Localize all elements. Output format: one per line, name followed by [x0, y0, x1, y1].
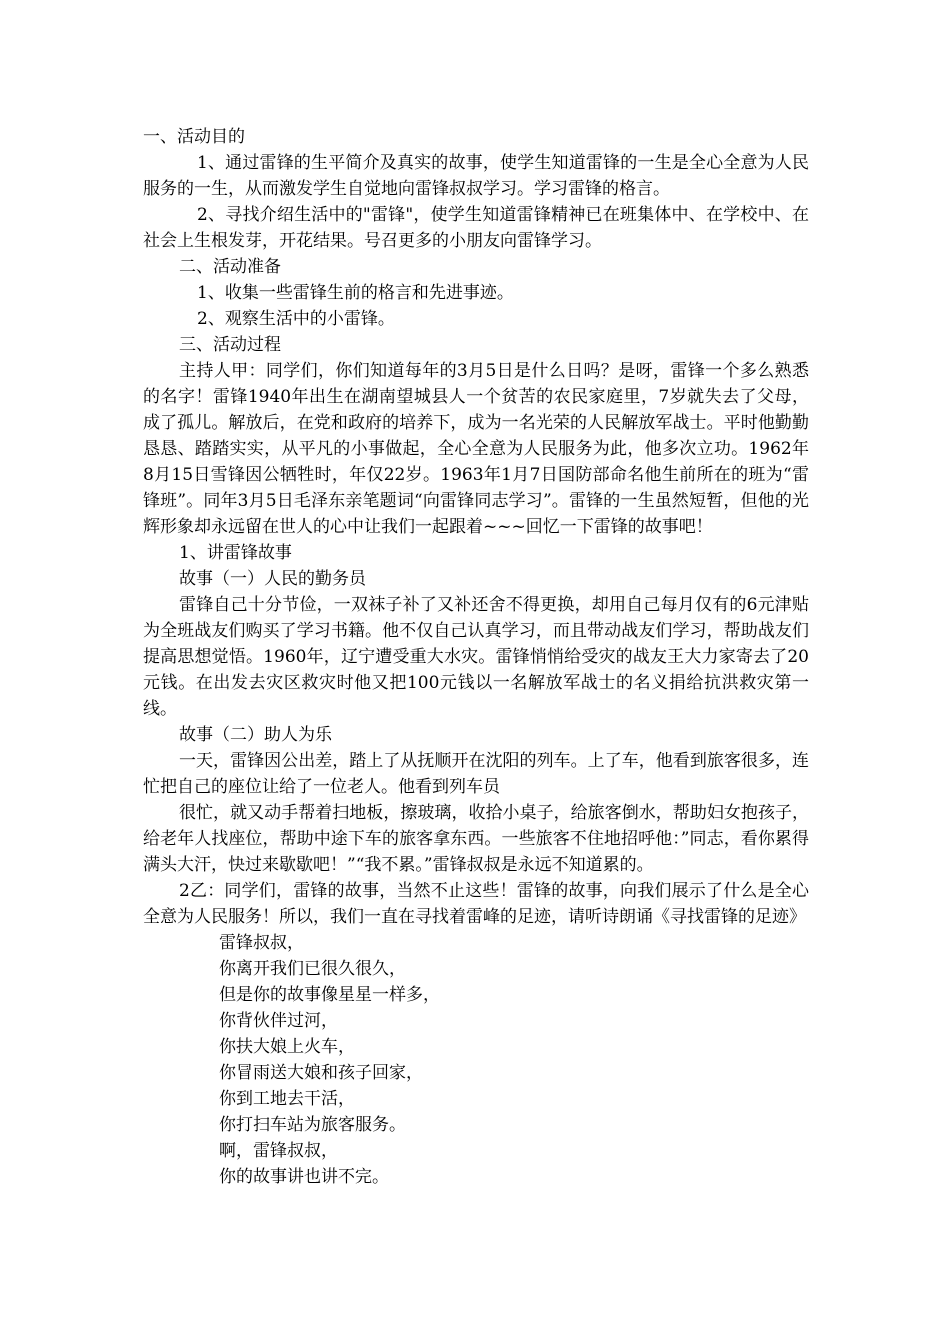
story-1-text: 雷锋自己十分节俭，一双袜子补了又补还舍不得更换，却用自己每月仅有的6元津贴为全班战友们购买了学习书籍。他不仅自己认真学习，而且带动战友们学习，帮助战友们提高思想觉悟。1960年，辽宁遭受重大水灾。雷锋悄悄给受灾的战友王大力家寄去了20元钱。在出发去灾区救灾时他又把100元钱以一名解放军战士的名义捐给抗洪救灾第一线。: [143, 595, 809, 719]
poem-line: 你冒雨送大娘和孩子回家，: [219, 1063, 423, 1083]
poem-line: 你打扫车站为旅客服务。: [219, 1115, 406, 1135]
step-heading-stories: 1、讲雷锋故事: [179, 543, 292, 563]
poem-line: 你到工地去干活，: [219, 1089, 355, 1109]
section-heading-process: 三、活动过程: [179, 335, 281, 355]
goal-item-1: 1、通过雷锋的生平简介及真实的故事，使学生知道雷锋的一生是全心全意为人民服务的一生，从而激发学生自觉地向雷锋叔叔学习。学习雷锋的格言。: [143, 153, 809, 199]
story-2-title: 故事（二）助人为乐: [179, 725, 332, 745]
section-heading-goals: 一、活动目的: [143, 127, 245, 147]
poem-line: 你背伙伴过河，: [219, 1011, 338, 1031]
host-b-intro: 2乙：同学们，雷锋的故事，当然不止这些！雷锋的故事，向我们展示了什么是全心全意为人民服务！所以，我们一直在寻找着雷峰的足迹，请听诗朗诵《寻找雷锋的足迹》: [143, 881, 809, 927]
prep-item-1: 1、收集一些雷锋生前的格言和先进事迹。: [197, 283, 514, 303]
poem-line: 你的故事讲也讲不完。: [219, 1167, 389, 1187]
goal-item-2: 2、寻找介绍生活中的"雷锋"，使学生知道雷锋精神已在班集体中、在学校中、在社会上生根发芽，开花结果。号召更多的小朋友向雷锋学习。: [143, 205, 809, 251]
poem-line: 但是你的故事像星星一样多，: [219, 985, 440, 1005]
story-1-title: 故事（一）人民的勤务员: [179, 569, 366, 589]
section-heading-preparation: 二、活动准备: [179, 257, 281, 277]
poem-line: 你扶大娘上火车，: [219, 1037, 355, 1057]
prep-item-2: 2、观察生活中的小雷锋。: [197, 309, 395, 329]
document-body: [143, 124, 809, 1190]
poem-line: 啊，雷锋叔叔，: [219, 1141, 338, 1161]
poem-line: 雷锋叔叔，: [219, 933, 304, 953]
story-2-text-part-2: 很忙，就又动手帮着扫地板，擦玻璃，收拾小桌子，给旅客倒水，帮助妇女抱孩子，给老年人找座位，帮助中途下车的旅客拿东西。一些旅客不住地招呼他：”同志，看你累得满头大汗，快过来歇歇吧！”“我不累。”雷锋叔叔是永远不知道累的。: [143, 803, 809, 875]
poem: [143, 930, 809, 1190]
poem-line: 你离开我们已很久很久，: [219, 959, 406, 979]
story-2-text-part-1: 一天，雷锋因公出差，踏上了从抚顺开在沈阳的列车。上了车，他看到旅客很多，连忙把自己的座位让给了一位老人。他看到列车员: [143, 751, 809, 797]
host-a-intro: 主持人甲：同学们，你们知道每年的3月5日是什么日吗？是呀，雷锋一个多么熟悉的名字！雷锋1940年出生在湖南望城县人一个贫苦的农民家庭里，7岁就失去了父母，成了孤儿。解放后，在党和政府的培养下，成为一名光荣的人民解放军战士。平时他勤勤恳恳、踏踏实实，从平凡的小事做起，全心全意为人民服务为此，他多次立功。1962年8月15日雪锋因公牺牲时，年仅22岁。1963年1月7日国防部命名他生前所在的班为“雷锋班”。同年3月5日毛泽东亲笔题词“向雷锋同志学习”。雷锋的一生虽然短暂，但他的光辉形象却永远留在世人的心中让我们一起跟着~~~回忆一下雷锋的故事吧！: [143, 361, 809, 537]
